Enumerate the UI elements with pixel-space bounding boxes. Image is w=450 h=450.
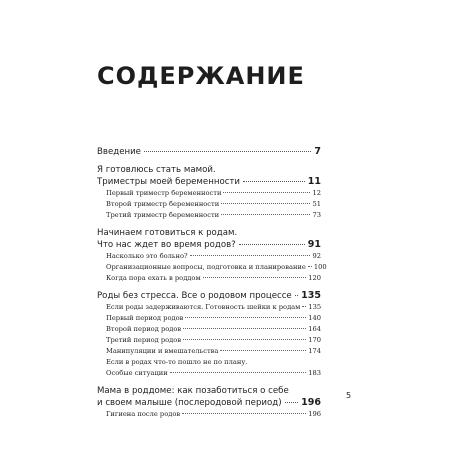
subsection-page-number: 12 <box>312 189 321 197</box>
subsection-entry[interactable] <box>106 262 327 273</box>
section-heading-text: Что нас ждет во время родов? <box>97 240 236 250</box>
subsection-page-number: 92 <box>312 252 321 260</box>
section-page-number: 196 <box>301 397 321 408</box>
subsection-list <box>106 409 321 420</box>
toc-section <box>97 164 321 221</box>
subsection-entry[interactable] <box>106 199 321 210</box>
section-heading-text: Триместры моей беременности <box>97 177 241 187</box>
leader-dots <box>308 266 312 267</box>
subsection-page-number: 174 <box>308 347 321 355</box>
leader-dots <box>221 214 310 215</box>
subsection-entry[interactable] <box>106 251 321 262</box>
leader-dots <box>182 413 306 414</box>
toc-section <box>97 227 327 284</box>
subsection-label: Если роды задерживаются. Готовность шейки к родам <box>106 303 301 311</box>
subsection-page-number: 100 <box>313 263 327 271</box>
subsection-label: Если в родах что-то пошло не по плану. <box>106 358 248 366</box>
leader-dots <box>302 306 306 307</box>
leader-dots <box>183 339 306 340</box>
subsection-page-number: 164 <box>308 325 321 333</box>
subsection-page-number: 120 <box>308 274 321 282</box>
section-heading-text: Я готовлюсь стать мамой. <box>97 165 216 175</box>
section-heading-line[interactable] <box>97 164 321 176</box>
section-heading-text: Мама в роддоме: как позаботиться о себе <box>97 386 289 396</box>
subsection-list <box>106 188 321 221</box>
subsection-label: Насколько это больно? <box>106 252 188 260</box>
subsection-page-number: 135 <box>308 303 322 311</box>
subsection-page-number: 196 <box>308 410 321 418</box>
section-heading-text: Начинаем готовиться к родам. <box>97 228 238 238</box>
subsection-label: Первый триместр беременности <box>106 189 222 197</box>
subsection-entry[interactable] <box>106 357 321 368</box>
section-heading-row[interactable] <box>97 290 321 302</box>
section-heading-text: Введение <box>97 147 141 157</box>
subsection-page-number: 73 <box>312 211 321 219</box>
subsection-list <box>106 251 327 284</box>
toc-section <box>97 146 321 158</box>
subsection-list <box>106 302 321 379</box>
subsection-entry[interactable] <box>106 335 321 346</box>
subsection-label: Третий период родов <box>106 336 182 344</box>
section-heading-text: и своем малыше (послеродовой период) <box>97 398 282 408</box>
section-heading-line[interactable] <box>97 385 321 397</box>
subsection-entry[interactable] <box>106 210 321 221</box>
leader-dots <box>295 295 298 296</box>
section-heading-line[interactable] <box>97 227 321 239</box>
leader-dots <box>185 317 306 318</box>
subsection-page-number: 170 <box>308 336 321 344</box>
leader-dots <box>183 328 306 329</box>
leader-dots <box>170 372 307 373</box>
leader-dots <box>285 402 299 403</box>
subsection-entry[interactable] <box>106 346 321 357</box>
leader-dots <box>239 244 305 245</box>
subsection-entry[interactable] <box>106 302 321 313</box>
toc-section <box>97 290 321 379</box>
subsection-label: Третий триместр беременности <box>106 211 220 219</box>
leader-dots <box>220 350 306 351</box>
subsection-entry[interactable] <box>106 188 321 199</box>
subsection-label: Второй период родов <box>106 325 182 333</box>
subsection-label: Второй триместр беременности <box>106 200 220 208</box>
leader-dots <box>190 255 311 256</box>
subsection-label: Манипуляции и вмешательства <box>106 347 219 355</box>
section-heading-row[interactable] <box>97 176 321 188</box>
section-heading-row[interactable] <box>97 397 321 409</box>
leader-dots <box>221 203 310 204</box>
leader-dots <box>203 277 307 278</box>
subsection-page-number: 183 <box>308 369 321 377</box>
section-page-number: 91 <box>307 239 321 250</box>
subsection-entry[interactable] <box>106 368 321 379</box>
section-heading-row[interactable] <box>97 146 321 158</box>
subsection-label: Первый период родов <box>106 314 184 322</box>
leader-dots <box>223 192 310 193</box>
subsection-entry[interactable] <box>106 273 321 284</box>
subsection-label: Организационные вопросы, подготовка и планирование <box>106 263 306 271</box>
page-title: СОДЕРЖАНИЕ <box>97 62 305 90</box>
leader-dots <box>144 151 311 152</box>
subsection-entry[interactable] <box>106 324 321 335</box>
subsection-label: Особые ситуации <box>106 369 168 377</box>
section-heading-row[interactable] <box>97 239 321 251</box>
subsection-entry[interactable] <box>106 409 321 420</box>
subsection-entry[interactable] <box>106 313 321 324</box>
table-of-contents <box>97 146 327 426</box>
section-page-number: 135 <box>301 290 321 301</box>
subsection-label: Гигиена после родов <box>106 410 181 418</box>
leader-dots <box>243 181 305 182</box>
toc-section <box>97 385 321 420</box>
section-page-number: 11 <box>307 176 321 187</box>
subsection-page-number: 140 <box>308 314 321 322</box>
page-number: 5 <box>346 391 352 400</box>
section-heading-text: Роды без стресса. Все о родовом процессе <box>97 291 292 301</box>
subsection-label: Когда пора ехать в роддом <box>106 274 201 282</box>
subsection-page-number: 51 <box>312 200 321 208</box>
section-page-number: 7 <box>314 146 321 157</box>
